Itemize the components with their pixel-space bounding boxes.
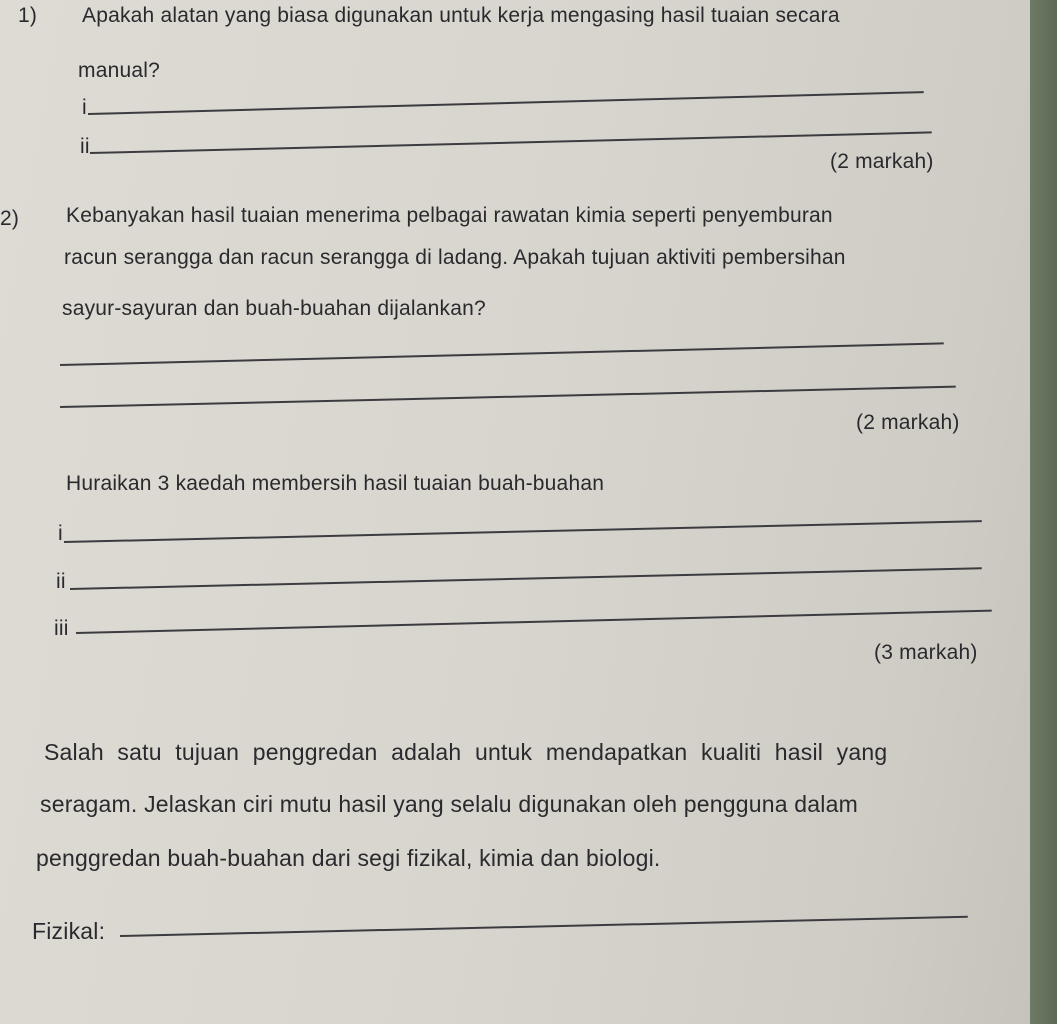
question-2-text-line-1: Kebanyakan hasil tuaian menerima pelbagai rawatan kimia seperti penyemburan [66, 204, 833, 227]
answer-line[interactable] [64, 520, 982, 543]
question-1-item-ii-label: ii [80, 135, 90, 158]
question-1-marks: (2 markah) [830, 150, 934, 173]
question-3-marks: (3 markah) [874, 641, 978, 664]
question-1-text-line-2: manual? [78, 59, 160, 82]
background-surface [1030, 0, 1057, 1024]
question-3-text: Huraikan 3 kaedah membersih hasil tuaian buah-buahan [66, 472, 605, 495]
question-2-number: 2) [0, 207, 20, 230]
answer-line[interactable] [90, 131, 932, 154]
question-2-marks: (2 markah) [856, 411, 960, 434]
answer-line[interactable] [70, 567, 982, 590]
question-3-item-iii-label: iii [54, 617, 69, 640]
question-1-text-line-1: Apakah alatan yang biasa digunakan untuk kerja mengasing hasil tuaian secara [82, 4, 840, 27]
question-4-text-line-3: penggredan buah-buahan dari segi fizikal, kimia dan biologi. [36, 845, 661, 871]
question-4-fizikal-label: Fizikal: [32, 918, 106, 944]
question-3-item-i-label: i [58, 522, 63, 545]
answer-line[interactable] [60, 386, 956, 408]
answer-line[interactable] [88, 91, 924, 115]
question-2-text-line-2: racun serangga dan racun serangga di ladang. Apakah tujuan aktiviti pembersihan [64, 246, 846, 269]
question-4-text-line-1: Salah satu tujuan penggredan adalah untuk mendapatkan kualiti hasil yang [44, 739, 888, 765]
answer-line[interactable] [76, 610, 992, 634]
answer-line[interactable] [60, 342, 944, 366]
question-3-item-ii-label: ii [56, 570, 66, 593]
question-1-item-i-label: i [82, 96, 87, 119]
question-2-text-line-3: sayur-sayuran dan buah-buahan dijalankan? [62, 297, 486, 320]
question-4-text-line-2: seragam. Jelaskan ciri mutu hasil yang selalu digunakan oleh pengguna dalam [40, 791, 858, 817]
question-1-number: 1) [18, 4, 38, 27]
answer-line[interactable] [120, 916, 968, 937]
